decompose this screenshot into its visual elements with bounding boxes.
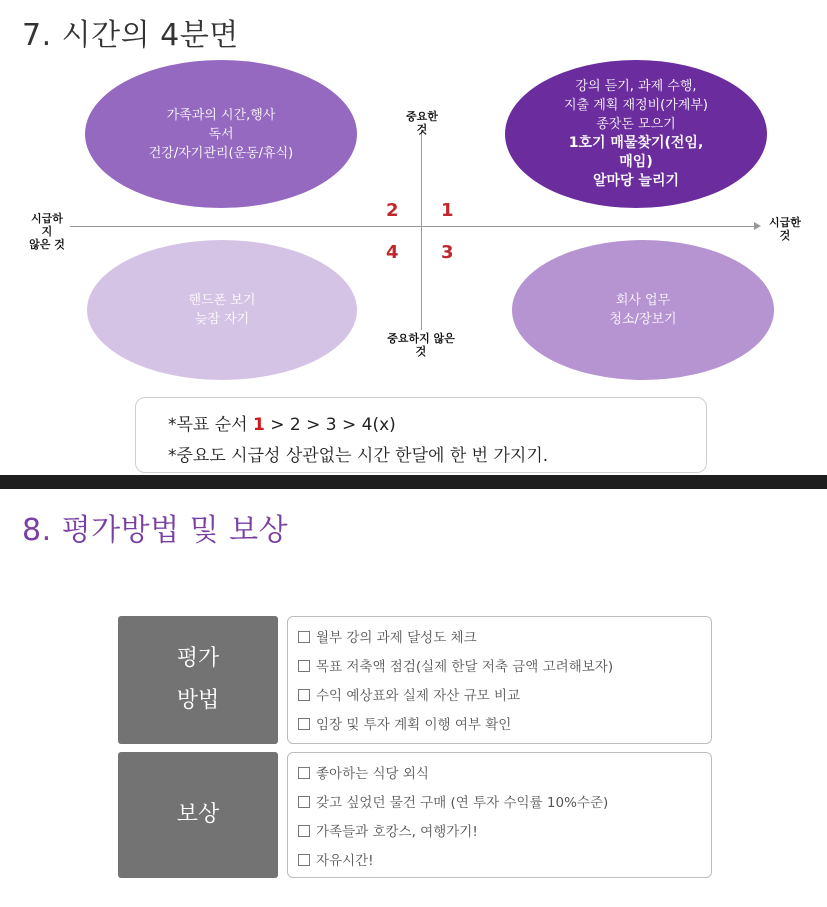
list-item-text: 가족들과 호캉스, 여행가기!	[316, 824, 478, 840]
note-rest: > 2 > 3 > 4(x)	[264, 415, 396, 435]
quadrant-3-line: 청소/장보기	[609, 312, 677, 327]
list-item-text: 월부 강의 과제 달성도 체크	[316, 630, 477, 646]
section-divider	[0, 475, 827, 489]
section-7-title: 7. 시간의 4분면	[22, 18, 239, 53]
quadrant-2-line: 가족과의 시간,행사	[166, 107, 276, 123]
quadrant-1-line: 종잣돈 모으기	[596, 117, 676, 132]
quadrant-number-4: 4	[386, 242, 399, 263]
vertical-axis	[421, 130, 422, 330]
quadrant-1-bold-line: 매임)	[619, 154, 653, 170]
quadrant-1-line: 지출 계획 재정비(가계부)	[564, 98, 708, 113]
list-item-text: 자유시간!	[316, 853, 374, 869]
list-item	[298, 850, 711, 879]
free-time-note: *중요도 시급성 상관없는 시간 한달에 한 번 가지기.	[168, 446, 549, 466]
quadrant-4-line: 늦잠 자기	[194, 312, 250, 327]
goal-order-note	[135, 397, 707, 473]
reward-label: 보상	[176, 802, 220, 827]
list-item	[298, 627, 711, 656]
list-item-text: 수익 예상표와 실제 자산 규모 비교	[316, 688, 521, 704]
horizontal-axis	[70, 226, 756, 227]
section-8-title: 8. 평가방법 및 보상	[22, 513, 289, 548]
list-item-text: 좋아하는 식당 외식	[316, 766, 429, 782]
quadrant-3-line: 회사 업무	[615, 293, 671, 308]
quadrant-1-line: 강의 듣기, 과제 수행,	[575, 79, 697, 94]
note-highlight-number: 1	[253, 415, 265, 435]
checkbox-icon	[298, 767, 310, 779]
quadrant-2-ellipse	[85, 60, 357, 208]
checkbox-icon	[298, 689, 310, 701]
quadrant-3-ellipse	[512, 240, 774, 380]
quadrant-number-1: 1	[441, 200, 454, 221]
list-item-text: 갖고 싶었던 물건 구매 (연 투자 수익률 10%수준)	[316, 795, 609, 811]
quadrant-4-line: 핸드폰 보기	[188, 293, 256, 308]
axis-label-line: 시급하	[31, 212, 63, 225]
quadrant-number-2: 2	[386, 200, 399, 221]
axis-label-line: 않은 것	[29, 238, 65, 251]
checkbox-icon	[298, 631, 310, 643]
axis-label-not-important	[365, 332, 477, 358]
evaluation-label-block	[118, 616, 278, 744]
list-item-text: 임장 및 투자 계획 이행 여부 확인	[316, 717, 512, 733]
list-item	[298, 792, 711, 821]
list-item	[298, 763, 711, 792]
evaluation-label-line: 평가	[176, 646, 220, 671]
quadrant-2-line: 건강/자기관리(운동/휴식)	[148, 145, 294, 161]
quadrant-1-bold-line: 알마당 늘리기	[592, 173, 680, 189]
checkbox-icon	[298, 718, 310, 730]
list-item	[298, 656, 711, 685]
checkbox-icon	[298, 660, 310, 672]
list-item	[298, 714, 711, 743]
list-item	[298, 685, 711, 714]
axis-label-line: 지	[41, 225, 53, 238]
quadrant-4-ellipse	[87, 240, 357, 380]
axis-label-line: 것	[779, 229, 791, 242]
reward-list	[287, 752, 712, 878]
axis-label-line: 것	[415, 345, 427, 358]
goal-order-line	[168, 410, 396, 435]
axis-label-line: 시급한	[769, 216, 801, 229]
axis-label-urgent	[760, 216, 810, 242]
quadrant-1-bold-line: 1호기 매물찾기(전임,	[568, 135, 704, 151]
list-item	[298, 821, 711, 850]
axis-label-important	[392, 110, 452, 136]
axis-label-line: 중요한	[406, 110, 438, 123]
quadrant-number-3: 3	[441, 242, 454, 263]
quadrant-1-ellipse	[505, 60, 767, 208]
list-item-text: 목표 저축액 점검(실제 한달 저축 금액 고려해보자)	[316, 659, 614, 675]
evaluation-list	[287, 616, 712, 744]
axis-label-line: 것	[416, 123, 428, 136]
quadrant-2-line: 독서	[208, 126, 234, 142]
axis-label-not-urgent	[22, 212, 72, 251]
axis-label-line: 중요하지 않은	[387, 332, 455, 345]
note-prefix: *목표 순서	[168, 415, 253, 435]
checkbox-icon	[298, 825, 310, 837]
evaluation-label-line: 방법	[176, 688, 220, 713]
reward-label-block	[118, 752, 278, 878]
checkbox-icon	[298, 796, 310, 808]
checkbox-icon	[298, 854, 310, 866]
